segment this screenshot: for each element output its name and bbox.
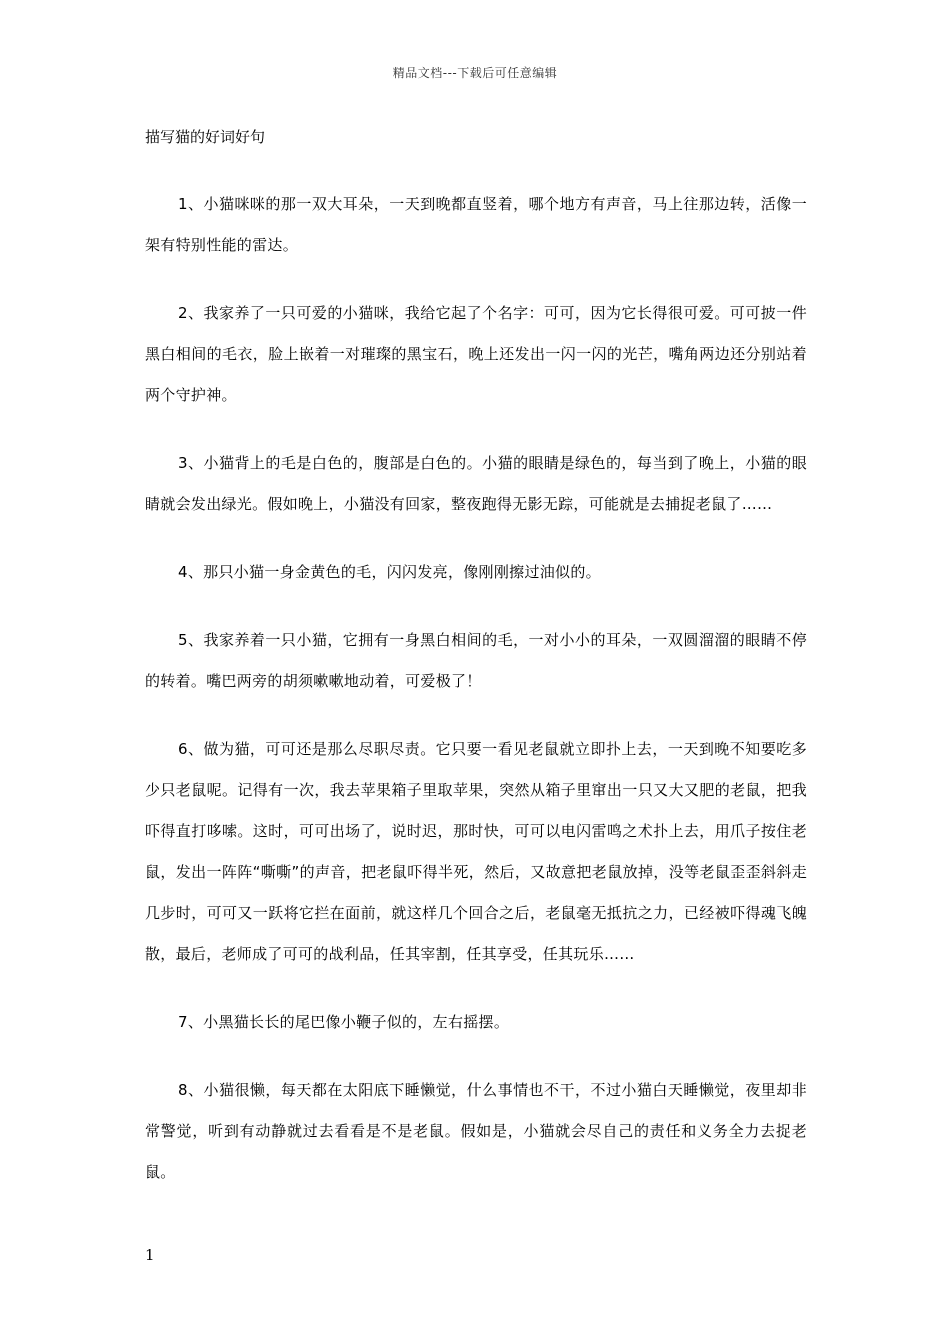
- paragraph-5: 5、我家养着一只小猫，它拥有一身黑白相间的毛，一对小小的耳朵，一双圆溜溜的眼睛不停的转着。嘴巴两旁的胡须嗽嗽地动着，可爱极了！: [145, 631, 807, 690]
- paragraph-7: 7、小黑猫长长的尾巴像小鞭子似的，左右摇摆。: [178, 1013, 510, 1031]
- paragraph-6: 6、做为猫，可可还是那么尽职尽责。它只要一看见老鼠就立即扑上去，一天到晚不知要吃多少只老鼠呢。记得有一次，我去苹果箱子里取苹果，突然从箱子里窜出一只又大又肥的老鼠，把我吓得直打哆嗦。这时，可可出场了，说时迟，那时快，可可以电闪雷鸣之术扑上去，用爪子按住老鼠，发出一阵阵“嘶嘶”的声音，把老鼠吓得半死，然后，又故意把老鼠放掉，没等老鼠歪歪斜斜走几步时，可可又一跃将它拦在面前，就这样几个回合之后，老鼠毫无抵抗之力，已经被吓得魂飞魄散，最后，老师成了可可的战利品，任其宰割，任其享受，任其玩乐……: [145, 740, 807, 963]
- paragraph-3: 3、小猫背上的毛是白色的，腹部是白色的。小猫的眼睛是绿色的，每当到了晚上，小猫的眼睛就会发出绿光。假如晚上，小猫没有回家，整夜跑得无影无踪，可能就是去捕捉老鼠了……: [145, 454, 807, 513]
- document-title: 描写猫的好词好句: [145, 128, 266, 146]
- paragraph-2: 2、我家养了一只可爱的小猫咪，我给它起了个名字：可可，因为它长得很可爱。可可披一件黑白相间的毛衣，脸上嵌着一对璀璨的黑宝石，晚上还发出一闪一闪的光芒，嘴角两边还分别站着两个守护神。: [145, 304, 807, 404]
- page-header: 精品文档---下载后可任意编辑: [392, 66, 558, 80]
- page-number: 1: [145, 1246, 155, 1264]
- paragraph-1: 1、小猫咪咪的那一双大耳朵，一天到晚都直竖着，哪个地方有声音，马上往那边转，活像一架有特别性能的雷达。: [145, 195, 807, 254]
- document-body: [145, 184, 807, 1220]
- paragraph-4: 4、那只小猫一身金黄色的毛，闪闪发亮，像刚刚擦过油似的。: [178, 563, 601, 581]
- paragraph-8: 8、小猫很懒，每天都在太阳底下睡懒觉，什么事情也不干，不过小猫白天睡懒觉，夜里却非常警觉，听到有动静就过去看看是不是老鼠。假如是，小猫就会尽自己的责任和义务全力去捉老鼠。: [145, 1081, 807, 1181]
